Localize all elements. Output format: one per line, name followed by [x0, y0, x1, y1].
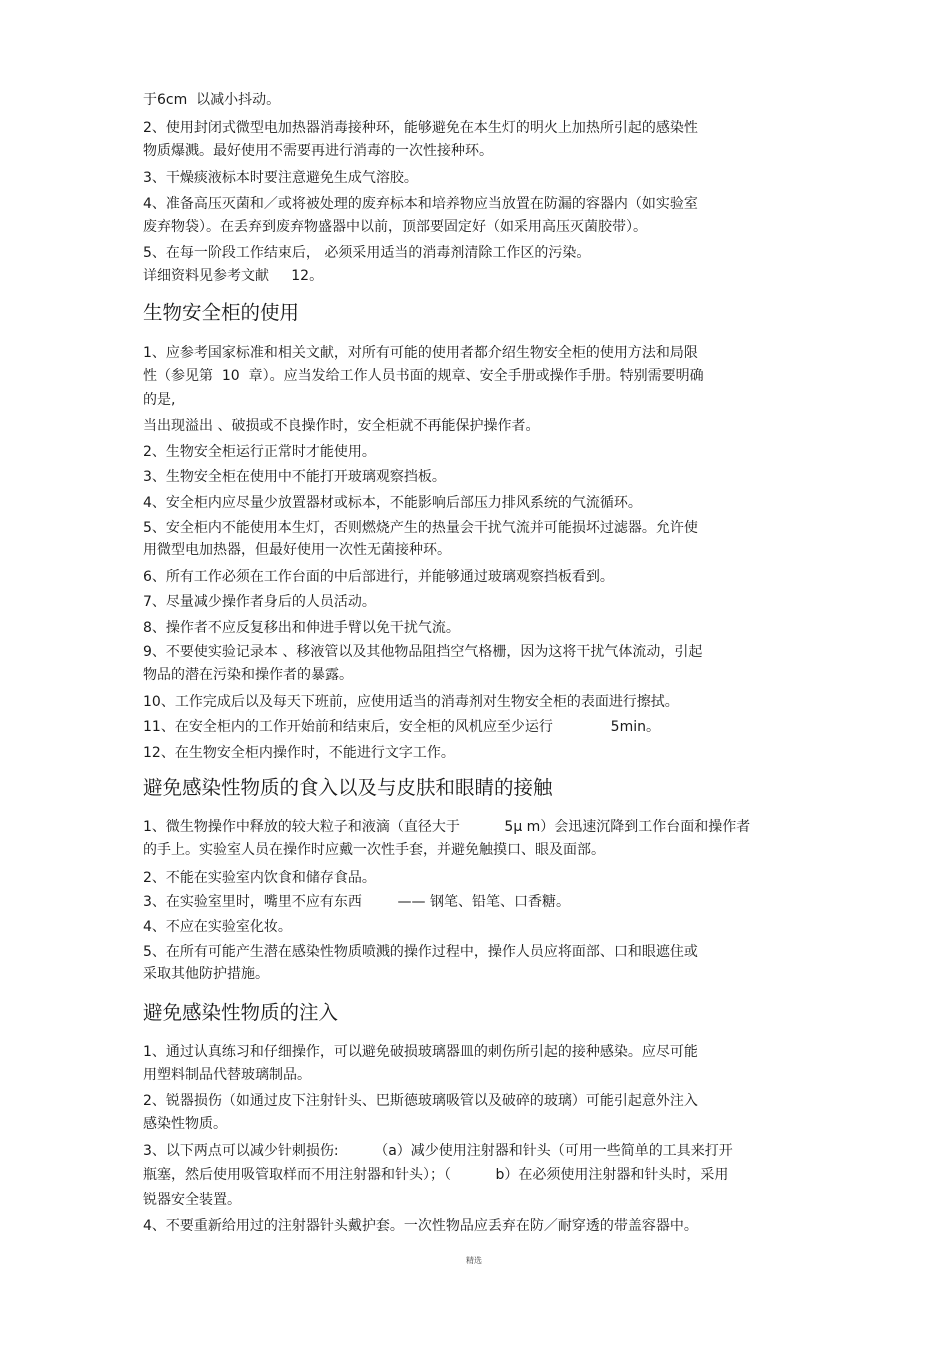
text-line: 详细资料见参考文献 12。 — [143, 268, 324, 284]
text-line: 6、所有工作必须在工作台面的中后部进行，并能够通过玻璃观察挡板看到。 — [143, 569, 614, 585]
text-line: 4、不要重新给用过的注射器针头戴护套。一次性物品应丢弃在防／耐穿透的带盖容器中。 — [143, 1218, 698, 1234]
text-line: 于6cm 以减小抖动。 — [143, 92, 281, 108]
text-line: 的是, — [143, 392, 176, 408]
page-footer: 精选 — [466, 1256, 482, 1265]
text-line: 瓶塞，然后使用吸管取样而不用注射器和针头）；（ b）在必须使用注射器和针头时，采用 — [143, 1167, 729, 1183]
text-line: 锐器安全装置。 — [143, 1192, 241, 1208]
text-line: 感染性物质。 — [143, 1116, 227, 1132]
text-line: 当出现溢出 、破损或不良操作时，安全柜就不再能保护操作者。 — [143, 418, 540, 434]
text-line: 5、在所有可能产生潜在感染性物质喷溅的操作过程中，操作人员应将面部、口和眼遮住或 — [143, 944, 698, 960]
text-line: 2、使用封闭式微型电加热器消毒接种环，能够避免在本生灯的明火上加热所引起的感染性 — [143, 120, 698, 136]
text-line: 10、工作完成后以及每天下班前，应使用适当的消毒剂对生物安全柜的表面进行擦拭。 — [143, 694, 679, 710]
text-line: 5、在每一阶段工作结束后， 必须采用适当的消毒剂清除工作区的污染。 — [143, 245, 591, 261]
text-line: 废弃物袋）。在丢弃到废弃物盛器中以前，顶部要固定好（如采用高压灭菌胶带）。 — [143, 219, 647, 235]
text-line: 1、通过认真练习和仔细操作，可以避免破损玻璃器皿的刺伤所引起的接种感染。应尽可能 — [143, 1044, 698, 1060]
text-line: 3、以下两点可以减少针刺损伤: （a）减少使用注射器和针头（可用一些简单的工具来打开 — [143, 1143, 733, 1159]
section-heading: 避免感染性物质的食入以及与皮肤和眼睛的接触 — [143, 776, 553, 799]
text-line: 3、干燥痰液标本时要注意避免生成气溶胶。 — [143, 170, 418, 186]
text-line: 1、应参考国家标准和相关文献，对所有可能的使用者都介绍生物安全柜的使用方法和局限 — [143, 345, 698, 361]
text-line: 5、安全柜内不能使用本生灯，否则燃烧产生的热量会干扰气流并可能损坏过滤器。允许使 — [143, 520, 698, 536]
text-line: 8、操作者不应反复移出和伸进手臂以免干扰气流。 — [143, 620, 460, 636]
text-line: 1、微生物操作中释放的较大粒子和液滴（直径大于 5μ m）会迅速沉降到工作台面和操作者 — [143, 819, 751, 835]
text-line: 的手上。实验室人员在操作时应戴一次性手套，并避免触摸口、眼及面部。 — [143, 842, 605, 858]
section-heading: 生物安全柜的使用 — [143, 301, 300, 324]
text-line: 2、生物安全柜运行正常时才能使用。 — [143, 444, 376, 460]
text-line: 物品的潜在污染和操作者的暴露。 — [143, 667, 353, 683]
text-line: 2、锐器损伤（如通过皮下注射针头、巴斯德玻璃吸管以及破碎的玻璃）可能引起意外注入 — [143, 1093, 698, 1109]
text-line: 3、在实验室里时，嘴里不应有东西 —— 钢笔、铅笔、口香糖。 — [143, 894, 570, 910]
text-line: 3、生物安全柜在使用中不能打开玻璃观察挡板。 — [143, 469, 446, 485]
text-line: 2、不能在实验室内饮食和储存食品。 — [143, 870, 376, 886]
text-line: 采取其他防护措施。 — [143, 966, 269, 982]
text-line: 4、不应在实验室化妆。 — [143, 919, 292, 935]
text-line: 4、安全柜内应尽量少放置器材或标本，不能影响后部压力排风系统的气流循环。 — [143, 495, 642, 511]
section-heading: 避免感染性物质的注入 — [143, 1001, 339, 1024]
text-line: 7、尽量减少操作者身后的人员活动。 — [143, 594, 376, 610]
text-line: 物质爆溅。最好使用不需要再进行消毒的一次性接种环。 — [143, 143, 493, 159]
text-line: 用微型电加热器，但最好使用一次性无菌接种环。 — [143, 542, 451, 558]
text-line: 4、准备高压灭菌和／或将被处理的废弃标本和培养物应当放置在防漏的容器内（如实验室 — [143, 196, 698, 212]
text-line: 性（参见第 10 章）。应当发给工作人员书面的规章、安全手册或操作手册。特别需要明确 — [143, 368, 704, 384]
text-line: 12、在生物安全柜内操作时，不能进行文字工作。 — [143, 745, 455, 761]
text-line: 用塑料制品代替玻璃制品。 — [143, 1067, 311, 1083]
text-line: 9、不要使实验记录本 、移液管以及其他物品阻挡空气格栅，因为这将干扰气体流动，引起 — [143, 644, 703, 660]
text-line: 11、在安全柜内的工作开始前和结束后，安全柜的风机应至少运行 5min。 — [143, 719, 660, 735]
